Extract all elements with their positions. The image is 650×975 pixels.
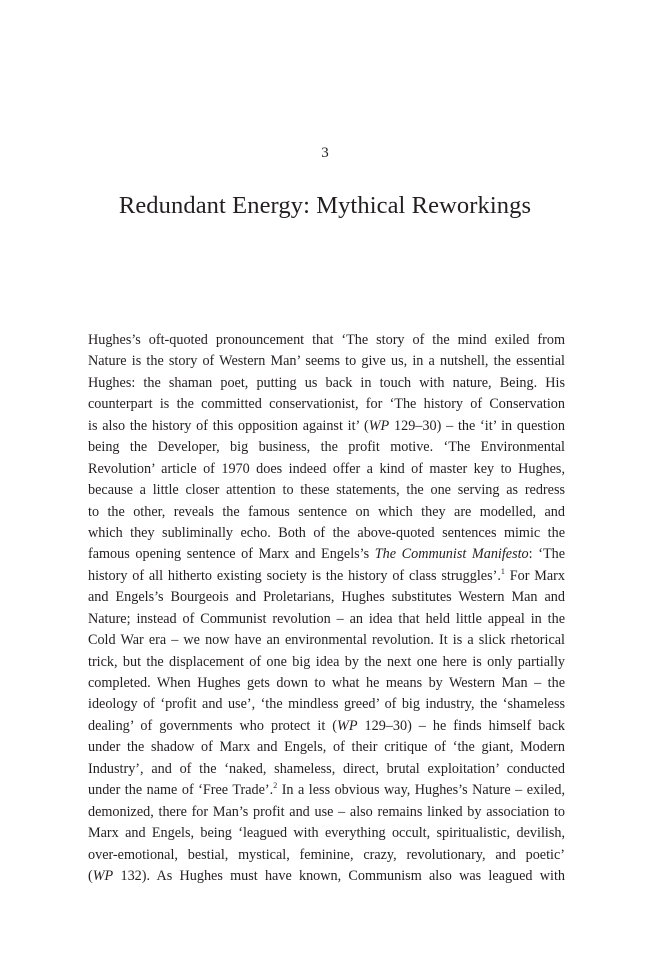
text-line bbox=[88, 694, 565, 715]
text-segment: which they subliminally echo. Both of the above-quoted sentences mimic the bbox=[88, 524, 565, 541]
text-line bbox=[88, 373, 565, 394]
text-line bbox=[88, 759, 565, 780]
text-segment: Marx and Engels, being ‘leagued with everything occult, spiritualistic, devilish, bbox=[88, 825, 565, 842]
text-segment: trick, but the displacement of one big idea by the next one here is only partially bbox=[88, 653, 565, 670]
text-segment: Nature; instead of Communist revolution – an idea that held little appeal in the bbox=[88, 610, 565, 627]
text-segment: to the other, reveals the famous sentence on which they are modelled, and bbox=[88, 503, 565, 520]
text-line bbox=[88, 480, 565, 501]
text-segment: ideology of ‘profit and use’, ‘the mindless greed’ of big industry, the ‘shameless bbox=[88, 696, 565, 713]
text-segment: and Engels’s Bourgeois and Proletarians, Hughes substitutes Western Man and bbox=[88, 589, 565, 606]
text-line bbox=[88, 609, 565, 630]
text-segment: 129–30) – the ‘it’ in question bbox=[389, 417, 565, 434]
text-segment: 129–30) – he finds himself back bbox=[357, 717, 566, 734]
text-segment: 132). As Hughes must have known, Communism also was leagued with bbox=[113, 867, 565, 884]
italic-text: WP bbox=[92, 867, 114, 884]
text-line bbox=[88, 587, 565, 608]
body-paragraph bbox=[88, 330, 565, 887]
italic-text: The Communist Manifesto bbox=[374, 546, 529, 563]
text-segment: completed. When Hughes gets down to what he means by Western Man – the bbox=[88, 675, 565, 691]
text-segment: famous opening sentence of Marx and Engels’s bbox=[88, 546, 375, 563]
text-segment: under the shadow of Marx and Engels, of their critique of ‘the giant, Modern bbox=[88, 739, 565, 756]
text-line bbox=[88, 351, 565, 372]
text-line bbox=[88, 845, 565, 866]
text-segment: history of all hitherto existing society is the history of class struggles’. bbox=[88, 567, 501, 584]
text-line bbox=[88, 780, 565, 801]
text-line bbox=[88, 416, 565, 437]
italic-text: WP bbox=[337, 717, 358, 734]
text-segment: For Marx bbox=[504, 567, 565, 584]
text-segment: Cold War era – we now have an environmental revolution. It is a slick rhetorical bbox=[88, 632, 565, 649]
text-segment: is also the history of this opposition against it’ ( bbox=[88, 417, 369, 434]
text-line bbox=[88, 737, 565, 758]
text-segment: because a little closer attention to these statements, the one serving as redress bbox=[88, 482, 565, 499]
text-line bbox=[88, 502, 565, 523]
text-segment: Revolution’ article of 1970 does indeed offer a kind of master key to Hughes, bbox=[88, 460, 565, 477]
text-segment: In a less obvious way, Hughes’s Nature – exiled, bbox=[277, 782, 565, 799]
text-segment: : ‘The bbox=[528, 546, 565, 563]
text-line bbox=[88, 630, 565, 651]
text-segment: under the name of ‘Free Trade’. bbox=[88, 782, 274, 799]
text-segment: being the Developer, big business, the profit motive. ‘The Environmental bbox=[88, 439, 565, 456]
text-line bbox=[88, 673, 565, 694]
text-line bbox=[88, 394, 565, 415]
text-line bbox=[88, 823, 565, 844]
text-segment: dealing’ of governments who protect it ( bbox=[88, 717, 337, 734]
text-segment: Hughes: the shaman poet, putting us back in touch with nature, Being. His bbox=[88, 374, 565, 391]
text-segment: demonized, there for Man’s profit and use – also remains linked by association to bbox=[88, 803, 565, 820]
footnote-marker: 2 bbox=[273, 781, 278, 791]
text-line bbox=[88, 437, 565, 458]
text-segment: Industry’, and of the ‘naked, shameless, direct, brutal exploitation’ conducted bbox=[88, 760, 565, 777]
chapter-title: Redundant Energy: Mythical Reworkings bbox=[118, 192, 532, 219]
text-line bbox=[88, 566, 565, 587]
italic-text: WP bbox=[368, 417, 390, 434]
text-segment: Hughes’s oft-quoted pronouncement that ‘The story of the mind exiled from bbox=[88, 332, 565, 348]
text-line bbox=[88, 866, 565, 887]
text-line bbox=[88, 330, 565, 351]
text-segment: ( bbox=[88, 867, 93, 884]
text-line bbox=[88, 716, 565, 737]
text-line bbox=[88, 523, 565, 544]
text-segment: over-emotional, bestial, mystical, feminine, crazy, revolutionary, and poetic’ bbox=[88, 846, 565, 863]
text-line bbox=[88, 652, 565, 673]
chapter-number: 3 bbox=[321, 145, 329, 161]
text-segment: Nature is the story of Western Man’ seems to give us, in a nutshell, the essential bbox=[88, 353, 565, 370]
text-line bbox=[88, 459, 565, 480]
text-segment: counterpart is the committed conservationist, for ‘The history of Conservation bbox=[88, 396, 565, 413]
text-line bbox=[88, 544, 565, 565]
footnote-marker: 1 bbox=[500, 566, 505, 576]
text-line bbox=[88, 802, 565, 823]
